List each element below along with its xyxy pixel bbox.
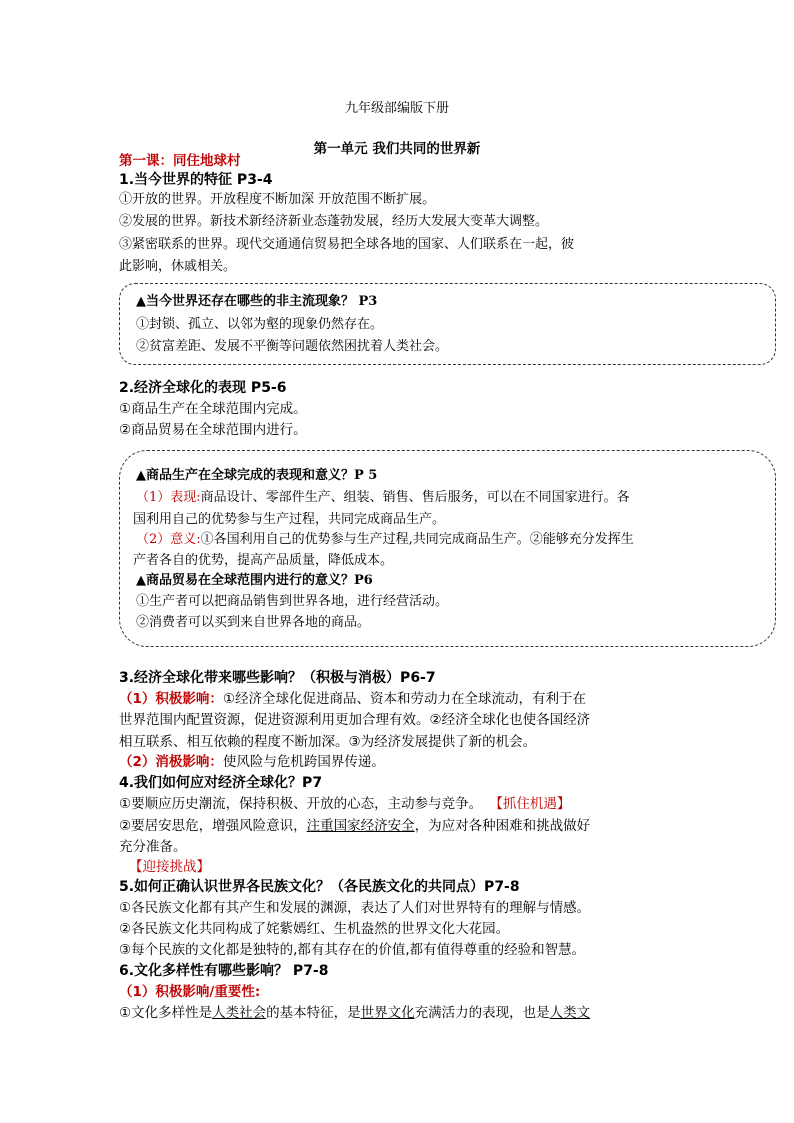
s6-text: 的基本特征，是 xyxy=(266,1005,361,1021)
box2-answer: ①生产者可以把商品销售到世界各地，进行经营活动。 xyxy=(136,594,449,609)
box2-question: ▲商品生产在全球完成的表现和意义？P 5 xyxy=(136,468,378,483)
box1-answer: ②贫富差距、发展不平衡等问题依然困扰着人类社会。 xyxy=(136,339,449,354)
s4-text: ，为应对各种困难和挑战做好 xyxy=(414,818,591,834)
doc-title: 九年级部编版下册 xyxy=(344,101,449,116)
s6-text: 充满活力的表现，也是 xyxy=(414,1005,550,1021)
s4-underlined: 注重国家经济安全 xyxy=(306,818,415,834)
box2-question: ▲商品贸易在全球范围内进行的意义？P6 xyxy=(136,573,373,588)
s3-line: 世界范围内配置资源，促进资源利用更加合理有效。②经济全球化也使各国经济 xyxy=(119,712,591,728)
s4-line xyxy=(119,817,590,835)
box1-question: ▲当今世界还存在哪些的非主流现象？ P3 xyxy=(136,294,378,309)
s3-label: （1）积极影响： xyxy=(119,691,223,707)
s1-heading: 1.当今世界的特征 P3-4 xyxy=(119,172,273,188)
s4-text: ①要顺应历史潮流，保持积极、开放的心态，主动参与竞争。 xyxy=(119,796,483,812)
box2-label: （2）意义: xyxy=(136,532,201,547)
box2-answer: ②消费者可以买到来自世界各地的商品。 xyxy=(136,615,371,630)
s4-tag: 【迎接挑战】 xyxy=(129,859,210,875)
s6-line xyxy=(119,1004,590,1022)
s5-line: ②各民族文化共同构成了姹紫嫣红、生机盎然的世界文化大花园。 xyxy=(119,921,510,937)
box2-text: 产者各自的优势，提高产品质量，降低成本。 xyxy=(133,553,394,568)
s6-underlined: 世界文化 xyxy=(360,1005,415,1021)
box2-text: 国利用自己的优势参与生产过程，共同完成商品生产。 xyxy=(133,512,446,527)
s5-heading: 5.如何正确认识世界各民族文化？（各民族文化的共同点）P7-8 xyxy=(119,879,520,895)
box2-label: （1）表现: xyxy=(136,490,201,505)
unit-title: 第一单元 我们共同的世界新 xyxy=(313,141,481,157)
s6-label: （1）积极影响/重要性: xyxy=(119,984,261,1000)
s2-line: ①商品生产在全球范围内完成。 xyxy=(119,401,307,417)
s1-line: 此影响，休戚相关。 xyxy=(119,259,237,274)
s3-text: ①经济全球化促进商品、资本和劳动力在全球流动，有利于在 xyxy=(222,691,587,707)
s3-paragraph xyxy=(119,753,385,771)
s4-text: ②要居安思危，增强风险意识， xyxy=(119,818,307,834)
s2-heading: 2.经济全球化的表现 P5-6 xyxy=(119,380,287,396)
s4-heading: 4.我们如何应对经济全球化？P7 xyxy=(119,775,323,791)
s3-paragraph xyxy=(119,690,586,708)
s3-line: 相互联系、相互依赖的程度不断加深。③为经济发展提供了新的机会。 xyxy=(119,734,537,750)
s4-line: 充分准备。 xyxy=(119,839,187,855)
s4-tag: 【抓住机遇】 xyxy=(496,796,571,812)
s3-heading: 3.经济全球化带来哪些影响？（积极与消极）P6-7 xyxy=(119,670,436,686)
box1-answer: ①封锁、孤立、以邻为壑的现象仍然存在。 xyxy=(136,317,384,332)
s5-line: ③每个民族的文化都是独特的,都有其存在的价值,都有值得尊重的经验和智慧。 xyxy=(119,942,586,958)
s6-underlined: 人类文 xyxy=(549,1005,591,1021)
s6-heading: 6.文化多样性有哪些影响？ P7-8 xyxy=(119,963,329,979)
s1-line: ①开放的世界。开放程度不断加深 开放范围不断扩展。 xyxy=(119,192,436,207)
s1-line: ②发展的世界。新技术新经济新业态蓬勃发展，经历大发展大变革大调整。 xyxy=(119,214,549,229)
s6-underlined: 人类社会 xyxy=(212,1005,267,1021)
s4-line xyxy=(119,795,570,813)
box2-paragraph xyxy=(136,489,630,507)
s2-line: ②商品贸易在全球范围内进行。 xyxy=(119,422,307,438)
box2-text: ①各国利用自己的优势参与生产过程,共同完成商品生产。②能够充分发挥生 xyxy=(200,532,634,547)
box2-text: 商品设计、零部件生产、组装、销售、售后服务，可以在不同国家进行。各 xyxy=(200,490,630,505)
s3-label: （2）消极影响： xyxy=(119,754,223,770)
s6-text: ①文化多样性是 xyxy=(119,1005,213,1021)
lesson-title: 第一课：同住地球村 xyxy=(119,153,241,169)
s1-line: ③紧密联系的世界。现代交通通信贸易把全球各地的国家、人们联系在一起，彼 xyxy=(119,237,575,252)
s5-line: ①各民族文化都有其产生和发展的渊源，表达了人们对世界特有的理解与情感。 xyxy=(119,900,591,916)
box2-paragraph xyxy=(136,531,634,549)
s3-text: 使风险与危机跨国界传递。 xyxy=(222,754,385,770)
